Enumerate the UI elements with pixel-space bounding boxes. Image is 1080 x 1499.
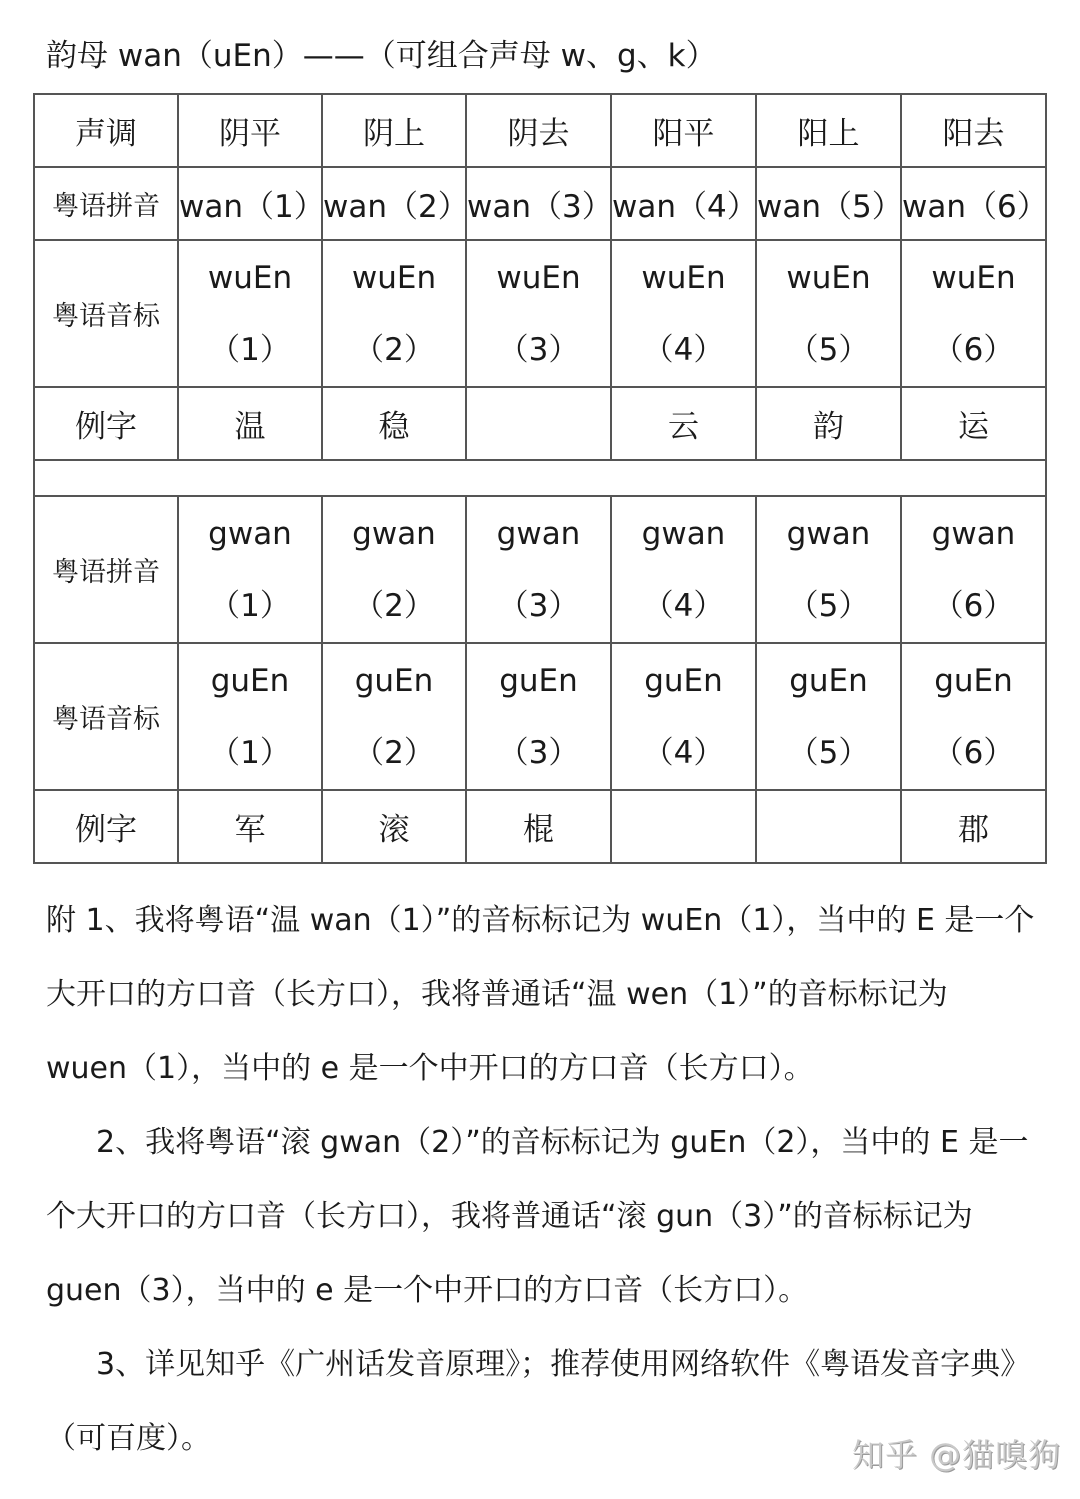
row-label-pinyin: 粤语拼音 bbox=[34, 496, 178, 643]
g-examples-row bbox=[34, 790, 1046, 863]
phonetic-syllable: wuEn bbox=[931, 259, 1016, 296]
pinyin-cell bbox=[322, 496, 466, 643]
phonetic-cell bbox=[466, 643, 611, 790]
pinyin-syllable: gwan bbox=[931, 515, 1016, 552]
example-char-cell: 郡 bbox=[901, 790, 1046, 863]
pinyin-cell: wan（5） bbox=[756, 167, 901, 240]
pinyin-syllable: gwan bbox=[641, 515, 726, 552]
example-char-cell bbox=[611, 790, 756, 863]
phonetic-cell bbox=[322, 240, 466, 387]
phonetic-tone: （1） bbox=[209, 734, 291, 771]
row-label-tone: 声调 bbox=[34, 94, 178, 167]
tone-table bbox=[33, 93, 1047, 864]
row-label-examples: 例字 bbox=[34, 790, 178, 863]
pinyin-cell bbox=[756, 496, 901, 643]
phonetic-syllable: wuEn bbox=[786, 259, 871, 296]
phonetic-cell bbox=[178, 643, 322, 790]
phonetic-tone: （2） bbox=[353, 734, 435, 771]
tone-header-cell: 阳上 bbox=[756, 94, 901, 167]
phonetic-cell bbox=[178, 240, 322, 387]
phonetic-tone: （6） bbox=[932, 734, 1015, 771]
phonetic-cell bbox=[611, 643, 756, 790]
pinyin-cell bbox=[901, 496, 1046, 643]
example-char-cell: 稳 bbox=[322, 387, 466, 460]
phonetic-cell bbox=[611, 240, 756, 387]
phonetic-tone: （2） bbox=[353, 331, 435, 368]
phonetic-syllable: wuEn bbox=[207, 259, 293, 296]
tone-header-row bbox=[34, 94, 1046, 167]
pinyin-tone: （2） bbox=[353, 587, 435, 624]
example-char-cell bbox=[756, 790, 901, 863]
note-1: 附 1、我将粤语“温 wan（1）”的音标标记为 wuEn（1），当中的 E 是一个大开口的方口音（长方口），我将普通话“温 wen（1）”的音标标记为 wuen（1），当中的 e 是一个中开口的方口音（长方口）。 bbox=[46, 903, 1035, 1086]
pinyin-syllable: gwan bbox=[786, 515, 871, 552]
example-char-cell: 棍 bbox=[466, 790, 611, 863]
spacer-cell bbox=[34, 460, 1046, 496]
pinyin-syllable: gwan bbox=[208, 515, 292, 552]
example-char-cell: 温 bbox=[178, 387, 322, 460]
phonetic-syllable: guEn bbox=[644, 662, 723, 699]
phonetic-cell bbox=[322, 643, 466, 790]
phonetic-cell bbox=[901, 643, 1046, 790]
row-label-phonetic: 粤语音标 bbox=[34, 240, 178, 387]
phonetic-syllable: wuEn bbox=[496, 259, 581, 296]
pinyin-tone: （1） bbox=[209, 587, 291, 624]
phonetic-tone: （6） bbox=[932, 331, 1015, 368]
spacer-row bbox=[34, 460, 1046, 496]
example-char-cell: 韵 bbox=[756, 387, 901, 460]
example-char-cell bbox=[466, 387, 611, 460]
tone-header-cell: 阴去 bbox=[466, 94, 611, 167]
pinyin-cell bbox=[466, 496, 611, 643]
tone-header-cell: 阳去 bbox=[901, 94, 1046, 167]
phonetic-cell bbox=[756, 240, 901, 387]
pinyin-cell: wan（3） bbox=[466, 167, 611, 240]
tone-header-cell: 阴上 bbox=[322, 94, 466, 167]
pinyin-cell: wan（2） bbox=[322, 167, 466, 240]
pinyin-tone: （3） bbox=[497, 587, 580, 624]
tone-header-cell: 阳平 bbox=[611, 94, 756, 167]
phonetic-cell bbox=[756, 643, 901, 790]
example-char-cell: 云 bbox=[611, 387, 756, 460]
phonetic-cell bbox=[466, 240, 611, 387]
example-char-cell: 运 bbox=[901, 387, 1046, 460]
phonetic-syllable: guEn bbox=[789, 662, 868, 699]
row-label-phonetic: 粤语音标 bbox=[34, 643, 178, 790]
phonetic-syllable: guEn bbox=[354, 662, 434, 699]
tone-header-cell: 阴平 bbox=[178, 94, 322, 167]
phonetic-syllable: guEn bbox=[210, 662, 290, 699]
zhihu-watermark: 知乎 @猫嗅狗 bbox=[852, 1436, 1062, 1474]
g-pinyin-row bbox=[34, 496, 1046, 643]
row-label-pinyin: 粤语拼音 bbox=[34, 167, 178, 240]
pinyin-cell: wan（4） bbox=[611, 167, 756, 240]
g-phonetic-row bbox=[34, 643, 1046, 790]
pinyin-cell: wan（6） bbox=[901, 167, 1046, 240]
phonetic-tone: （4） bbox=[642, 734, 725, 771]
w-phonetic-row bbox=[34, 240, 1046, 387]
phonetic-tone: （5） bbox=[787, 331, 870, 368]
phonetic-tone: （5） bbox=[787, 734, 870, 771]
pinyin-syllable: gwan bbox=[496, 515, 581, 552]
page-title: 韵母 wan（uEn）——（可组合声母 w、g、k） bbox=[46, 38, 717, 74]
pinyin-tone: （6） bbox=[932, 587, 1015, 624]
w-examples-row bbox=[34, 387, 1046, 460]
pinyin-tone: （4） bbox=[642, 587, 725, 624]
phonetic-tone: （3） bbox=[497, 331, 580, 368]
pinyin-tone: （5） bbox=[787, 587, 870, 624]
phonetic-syllable: wuEn bbox=[641, 259, 726, 296]
phonetic-syllable: wuEn bbox=[351, 259, 437, 296]
notes-section bbox=[46, 884, 1036, 1476]
w-pinyin-row bbox=[34, 167, 1046, 240]
phonetic-tone: （4） bbox=[642, 331, 725, 368]
phonetic-tone: （3） bbox=[497, 734, 580, 771]
row-label-examples: 例字 bbox=[34, 387, 178, 460]
example-char-cell: 滚 bbox=[322, 790, 466, 863]
phonetic-tone: （1） bbox=[209, 331, 291, 368]
phonetic-syllable: guEn bbox=[499, 662, 578, 699]
pinyin-cell bbox=[178, 496, 322, 643]
example-char-cell: 军 bbox=[178, 790, 322, 863]
pinyin-syllable: gwan bbox=[352, 515, 436, 552]
pinyin-cell bbox=[611, 496, 756, 643]
phonetic-cell bbox=[901, 240, 1046, 387]
phonetic-syllable: guEn bbox=[934, 662, 1013, 699]
pinyin-cell: wan（1） bbox=[178, 167, 322, 240]
note-3: 3、详见知乎《广州话发音原理》；推荐使用网络软件《粤语发音字典》（可百度）。 bbox=[46, 1347, 1031, 1456]
note-2: 2、我将粤语“滚 gwan（2）”的音标标记为 guEn（2），当中的 E 是一个大开口的方口音（长方口），我将普通话“滚 gun（3）”的音标标记为 guen（3），当中的 e 是一个中开口的方口音（长方口）。 bbox=[46, 1125, 1029, 1308]
